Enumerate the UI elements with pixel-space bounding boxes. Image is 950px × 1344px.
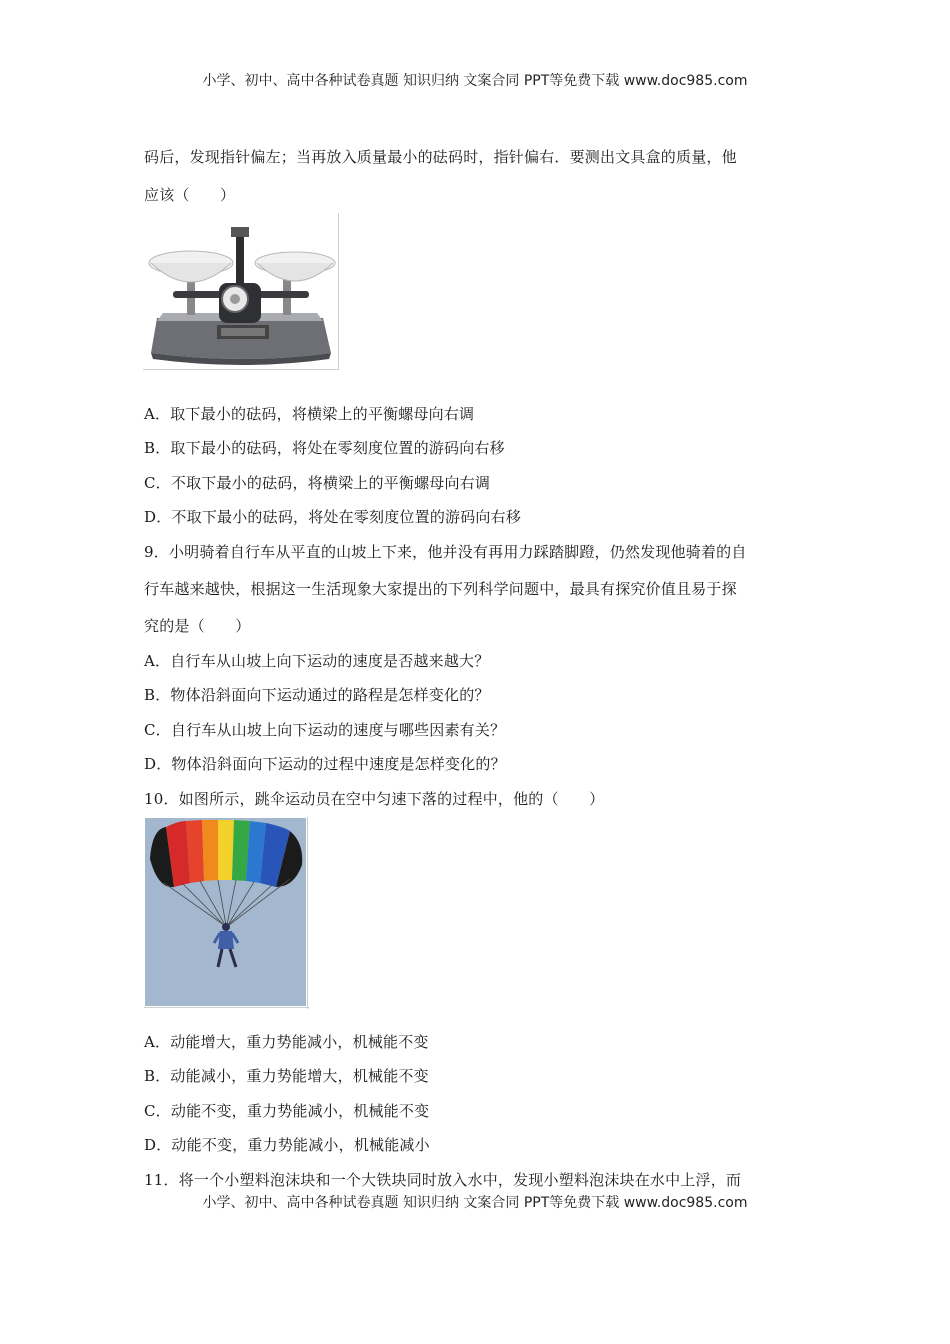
q9-stem-line-1: 9．小明骑着自行车从平直的山坡上下来，他并没有再用力踩踏脚蹬，仍然发现他骑着的自 — [144, 543, 747, 561]
parachutist-image — [144, 817, 309, 1009]
q8-stem-line-2: 应该（ ） — [144, 186, 236, 204]
q9-stem-line-3: 究的是（ ） — [144, 617, 251, 635]
q8-option-a: A．取下最小的砝码，将横梁上的平衡螺母向右调 — [144, 405, 475, 423]
page-footer: 小学、初中、高中各种试卷真题 知识归纳 文案合同 PPT等免费下载 www.doc985.com — [202, 1195, 748, 1211]
balance-scale-image — [143, 213, 339, 370]
q10-option-a: A．动能增大，重力势能减小，机械能不变 — [144, 1033, 429, 1051]
q9-option-d: D．物体沿斜面向下运动的过程中速度是怎样变化的？ — [144, 755, 506, 773]
q10-option-d: D．动能不变，重力势能减小，机械能减小 — [144, 1136, 430, 1154]
q10-option-c: C．动能不变，重力势能减小，机械能不变 — [144, 1102, 430, 1120]
q9-option-a: A．自行车从山坡上向下运动的速度是否越来越大？ — [144, 652, 490, 670]
q8-option-c: C．不取下最小的砝码，将横梁上的平衡螺母向右调 — [144, 474, 491, 492]
q8-stem-line-1: 码后，发现指针偏左；当再放入质量最小的砝码时，指针偏右．要测出文具盒的质量，他 — [144, 148, 737, 166]
page-header: 小学、初中、高中各种试卷真题 知识归纳 文案合同 PPT等免费下载 www.doc985.com — [202, 73, 748, 89]
q11-stem-line-1: 11．将一个小塑料泡沫块和一个大铁块同时放入水中，发现小塑料泡沫块在水中上浮，而 — [144, 1171, 742, 1189]
q10-stem: 10．如图所示，跳伞运动员在空中匀速下落的过程中，他的（ ） — [144, 790, 605, 808]
q9-option-b: B．物体沿斜面向下运动通过的路程是怎样变化的？ — [144, 686, 490, 704]
q10-option-b: B．动能减小，重力势能增大，机械能不变 — [144, 1067, 429, 1085]
q8-option-b: B．取下最小的砝码，将处在零刻度位置的游码向右移 — [144, 439, 505, 457]
q9-option-c: C．自行车从山坡上向下运动的速度与哪些因素有关？ — [144, 721, 506, 739]
q8-option-d: D．不取下最小的砝码，将处在零刻度位置的游码向右移 — [144, 508, 522, 526]
q9-stem-line-2: 行车越来越快，根据这一生活现象大家提出的下列科学问题中，最具有探究价值且易于探 — [144, 580, 737, 598]
